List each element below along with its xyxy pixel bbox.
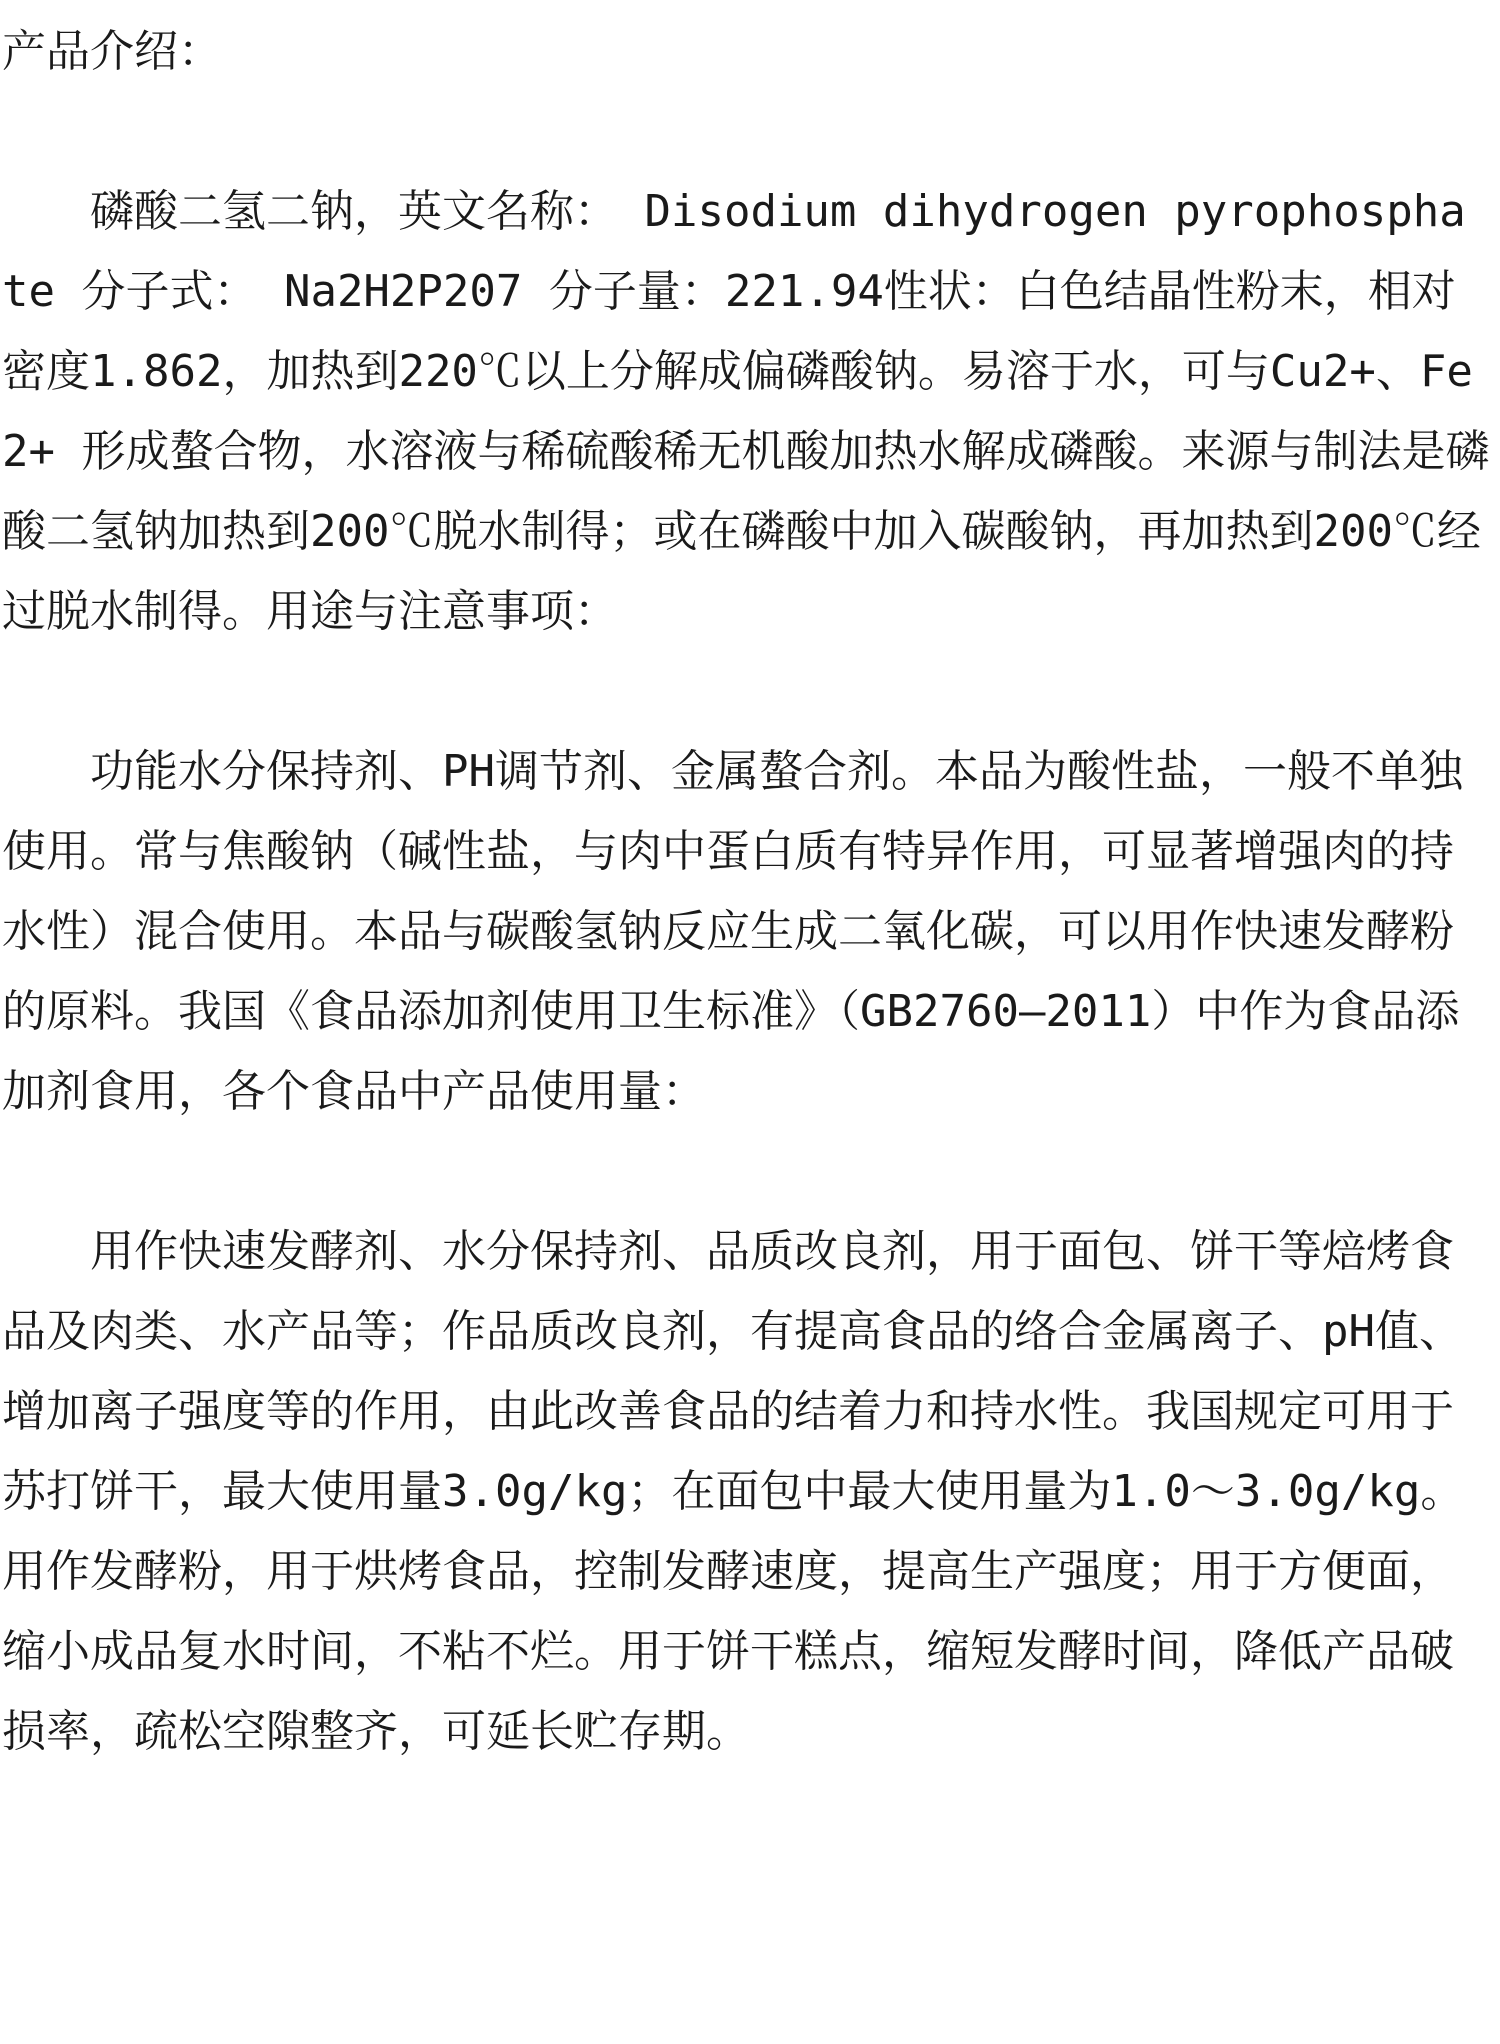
paragraph-applications: 用作快速发酵剂、水分保持剂、品质改良剂，用于面包、饼干等焙烤食品及肉类、水产品等；作品质改良剂，有提高食品的络合金属离子、pH值、增加离子强度等的作用，由此改善食品的结着力和持水性。我国规定可用于苏打饼干，最大使用量3.0g/kg；在面包中最大使用量为1.0～3.0g/kg。用作发酵粉，用于烘烤食品，控制发酵速度，提高生产强度；用于方便面，缩小成品复水时间，不粘不烂。用于饼干糕点，缩短发酵时间，降低产品破损率，疏松空隙整齐，可延长贮存期。: [2, 1226, 1465, 1757]
paragraph-spacer: [2, 652, 1492, 732]
section-heading: 产品介绍：: [2, 26, 222, 77]
paragraph-spacer: [2, 92, 1492, 172]
paragraph-product-properties: 磷酸二氢二钠，英文名称： Disodium dihydrogen pyrophosphate 分子式： Na2H2P207 分子量：221.94性状：白色结晶性粉末，相对密度1.862，加热到220℃以上分解成偏磷酸钠。易溶于水，可与Cu2+、Fe2+ 形成螯合物，水溶液与稀硫酸稀无机酸加热水解成磷酸。来源与制法是磷酸二氢钠加热到200℃脱水制得；或在磷酸中加入碳酸钠，再加热到200℃经过脱水制得。用途与注意事项：: [2, 186, 1490, 637]
paragraph-spacer: [2, 1132, 1492, 1212]
paragraph-functions: 功能水分保持剂、PH调节剂、金属螯合剂。本品为酸性盐，一般不单独使用。常与焦酸钠（碱性盐，与肉中蛋白质有特异作用，可显著增强肉的持水性）混合使用。本品与碳酸氢钠反应生成二氧化碳，可以用作快速发酵粉的原料。我国《食品添加剂使用卫生标准》（GB2760—2011）中作为食品添加剂食用，各个食品中产品使用量：: [2, 746, 1463, 1117]
